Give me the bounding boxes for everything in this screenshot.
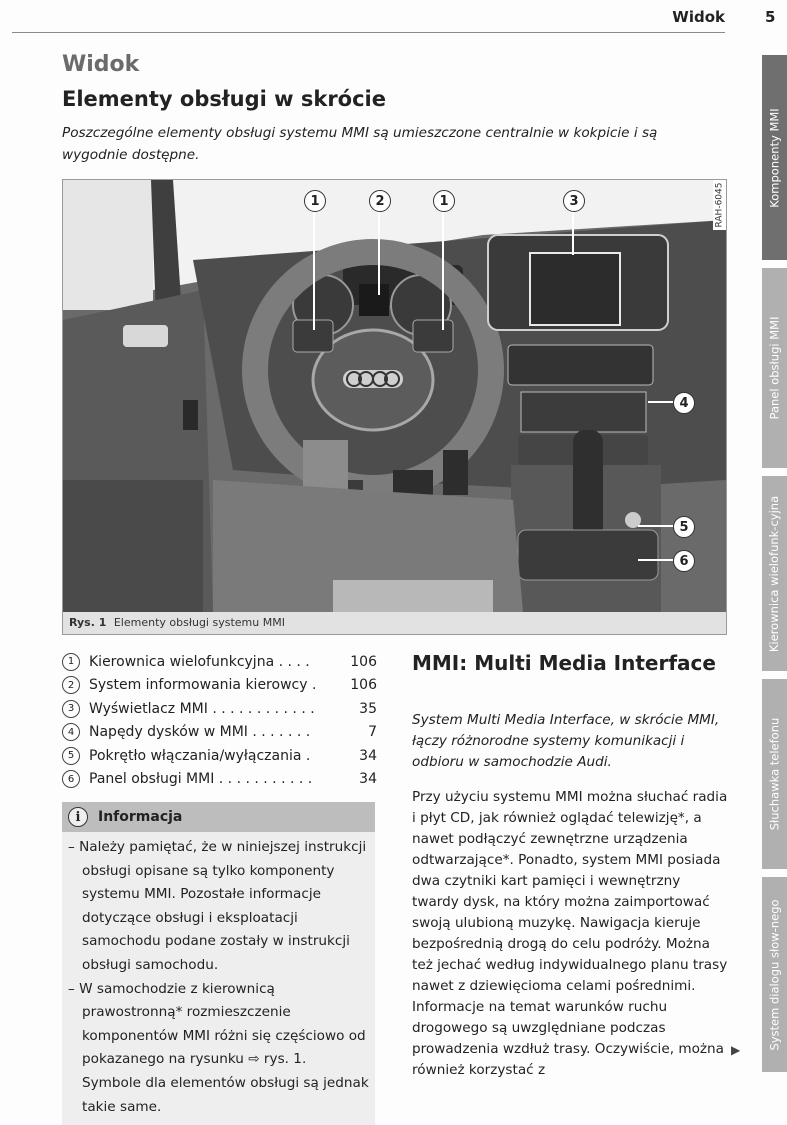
page-ref[interactable]: 35 bbox=[359, 700, 377, 717]
page-ref[interactable]: 34 bbox=[359, 747, 377, 764]
mmi-lead: System Multi Media Interface, w skrócie MMI, łączy różnorodne systemy komunikacji i odbioru w samochodzie Audi. bbox=[412, 712, 720, 770]
number-circle-icon: 4 bbox=[62, 723, 80, 741]
number-circle-icon: 1 bbox=[62, 653, 80, 671]
continue-arrow-icon: ▶ bbox=[731, 1043, 741, 1057]
legend-list bbox=[62, 650, 377, 791]
intro-text: Poszczególne elementy obsługi systemu MMI są umieszczone centralnie w kokpicie i są wygodnie dostępne. bbox=[62, 125, 658, 163]
legend-item: 6 Panel obsługi MMI . . . . . . . . . . . 34 bbox=[62, 768, 377, 792]
cockpit-illustration bbox=[63, 180, 726, 612]
page-ref[interactable]: 106 bbox=[350, 653, 377, 670]
info-box bbox=[62, 802, 375, 1125]
side-tab-kierownica[interactable]: Kierownica wielofunk-cyjna bbox=[762, 476, 787, 671]
page-number: 5 bbox=[765, 8, 776, 26]
info-title: Informacja bbox=[98, 809, 183, 825]
page-ref[interactable]: 7 bbox=[368, 724, 377, 741]
legend-item: 4 Napędy dysków w MMI . . . . . . . 7 bbox=[62, 721, 377, 745]
side-tab-komponenty[interactable]: Komponenty MMI bbox=[762, 55, 787, 260]
caption-text: Elementy obsługi systemu MMI bbox=[113, 616, 285, 629]
figure-cockpit bbox=[62, 179, 727, 635]
mmi-body: Przy użyciu systemu MMI można słuchać radia i płyt CD, jak również oglądać telewizję*, a nawet podłączyć zewnętrzne urządzenia odtwarzające*. Ponadto, system MMI posiada dwa czytniki kart pamięci i wewnętrzny twardy dysk, na który można zaimportować swoją ulubioną muzykę. Nawigacja kieruje bezpośrednią drogą do celu podróży. Można też jechać według indywidualnego planu trasy nawet z dziewięcioma celami pośrednimi. Informacje na temat warunków ruchu drogowego są uwzględniane podczas prowadzenia wzdłuż trasy. Oczywiście, można również korzystać z bbox=[412, 789, 728, 1078]
header-rule bbox=[12, 32, 725, 33]
legend-item: 2 System informowania kierowcy . 106 bbox=[62, 674, 377, 698]
page-ref[interactable]: 106 bbox=[350, 677, 377, 694]
page-ref[interactable]: 34 bbox=[359, 771, 377, 788]
mmi-heading: MMI: Multi Media Interface bbox=[412, 651, 716, 675]
callout-2: 2 bbox=[369, 190, 391, 212]
legend-item: 1 Kierownica wielofunkcyjna . . . . 106 bbox=[62, 650, 377, 674]
legend-item: 5 Pokrętło włączania/wyłączania . 34 bbox=[62, 744, 377, 768]
callout-3: 3 bbox=[563, 190, 585, 212]
running-header-title: Widok bbox=[672, 8, 725, 26]
callout-1a: 1 bbox=[304, 190, 326, 212]
info-item: – W samochodzie z kierownicą prawostronną* rozmieszczenie komponentów MMI różni się częściowo od pokazanego na rysunku ⇨ rys. 1. Symbole dla elementów obsługi są jednak takie same. bbox=[68, 980, 369, 1115]
info-header bbox=[62, 802, 375, 832]
number-circle-icon: 3 bbox=[62, 700, 80, 718]
callout-6: 6 bbox=[673, 550, 695, 572]
side-tab-dialog[interactable]: System dialogu słow-nego bbox=[762, 877, 787, 1072]
figure-code: RAH-6045 bbox=[713, 180, 726, 230]
callout-4: 4 bbox=[673, 392, 695, 414]
caption-label: Rys. 1 bbox=[69, 616, 107, 629]
number-circle-icon: 2 bbox=[62, 676, 80, 694]
section-heading: Elementy obsługi w skrócie bbox=[62, 87, 386, 111]
figure-caption bbox=[63, 612, 726, 634]
page-title: Widok bbox=[62, 52, 140, 77]
side-tab-panel[interactable]: Panel obsługi MMI bbox=[762, 268, 787, 468]
callout-1b: 1 bbox=[433, 190, 455, 212]
side-tab-sluchawka[interactable]: Słuchawka telefonu bbox=[762, 679, 787, 869]
info-icon: i bbox=[68, 807, 88, 827]
callout-5: 5 bbox=[673, 516, 695, 538]
info-item: – Należy pamiętać, że w niniejszej instrukcji obsługi opisane są tylko komponenty systemu MMI. Pozostałe informacje dotyczące obsługi i eksploatacji samochodu podane zostały w instrukcji obsługi samochodu. bbox=[68, 839, 367, 973]
legend-item: 3 Wyświetlacz MMI . . . . . . . . . . . . 35 bbox=[62, 697, 377, 721]
number-circle-icon: 6 bbox=[62, 770, 80, 788]
number-circle-icon: 5 bbox=[62, 747, 80, 765]
